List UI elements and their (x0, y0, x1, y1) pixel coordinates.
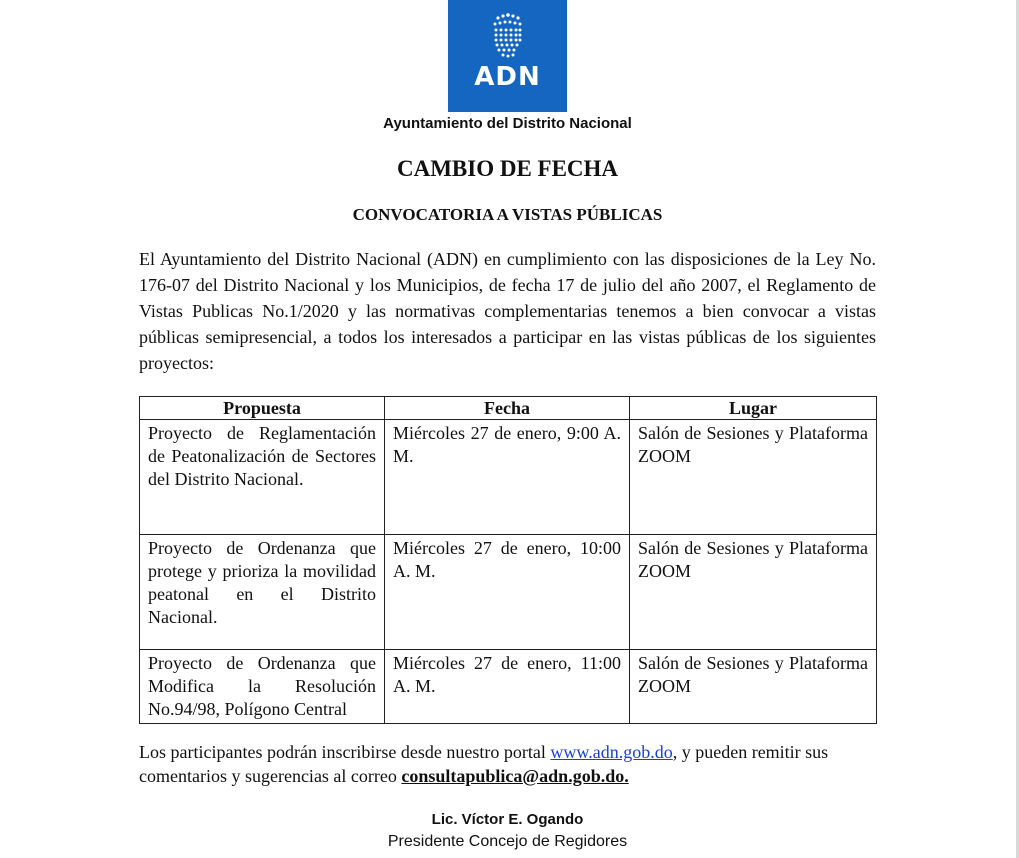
portal-link[interactable]: www.adn.gob.do (550, 742, 673, 762)
header-fecha: Fecha (385, 397, 630, 420)
table-header-row (140, 397, 877, 420)
signatory-role: Presidente Concejo de Regidores (387, 833, 628, 850)
footer-paragraph (139, 740, 876, 788)
cell-lugar: Salón de Sesiones y Plataforma ZOOM (630, 535, 877, 650)
cell-lugar: Salón de Sesiones y Plataforma ZOOM (630, 650, 877, 724)
cell-propuesta: Proyecto de Reglamentación de Peatonalización de Sectores del Distrito Nacional. (140, 420, 385, 535)
cell-fecha: Miércoles 27 de enero, 11:00 A. M. (385, 650, 630, 724)
header-lugar: Lugar (630, 397, 877, 420)
document-subtitle: CONVOCATORIA A VISTAS PÚBLICAS (352, 205, 663, 224)
footer-text-1: Los participantes podrán inscribirse desde nuestro portal (139, 742, 551, 762)
cell-fecha: Miércoles 27 de enero, 9:00 A. M. (385, 420, 630, 535)
proposals-table (139, 396, 877, 724)
header-propuesta: Propuesta (140, 397, 385, 420)
organization-name: Ayuntamiento del Distrito Nacional (383, 115, 632, 132)
table-row (140, 420, 877, 535)
logo-text: ADN (474, 62, 541, 92)
footer-text-2: , y pueden remitir sus comentarios y sugerencias al correo (139, 742, 829, 786)
document-title: CAMBIO DE FECHA (396, 156, 619, 181)
email-address: consultapublica@adn.gob.do. (401, 766, 629, 786)
cell-propuesta: Proyecto de Ordenanza que Modifica la Resolución No.94/98, Polígono Central (140, 650, 385, 724)
cell-fecha: Miércoles 27 de enero, 10:00 A. M. (385, 535, 630, 650)
cell-propuesta: Proyecto de Ordenanza que protege y prioriza la movilidad peatonal en el Distrito Nacional. (140, 535, 385, 650)
table-row (140, 535, 877, 650)
shield-dots-icon (448, 0, 567, 112)
adn-logo (448, 0, 567, 112)
table-row (140, 650, 877, 724)
intro-paragraph: El Ayuntamiento del Distrito Nacional (ADN) en cumplimiento con las disposiciones de la Ley No. 176-07 del Distrito Nacional y los Municipios, de fecha 17 de julio del año 2007, el Reglamento de Vistas Publicas No.1/2020 y las normativas complementarias tenemos a bien convocar a vistas públicas semipresencial, a todos los interesados a participar en las vistas públicas de los siguientes proyectos: (139, 249, 876, 373)
signatory-name: Lic. Víctor E. Ogando (431, 811, 584, 828)
cell-lugar: Salón de Sesiones y Plataforma ZOOM (630, 420, 877, 535)
